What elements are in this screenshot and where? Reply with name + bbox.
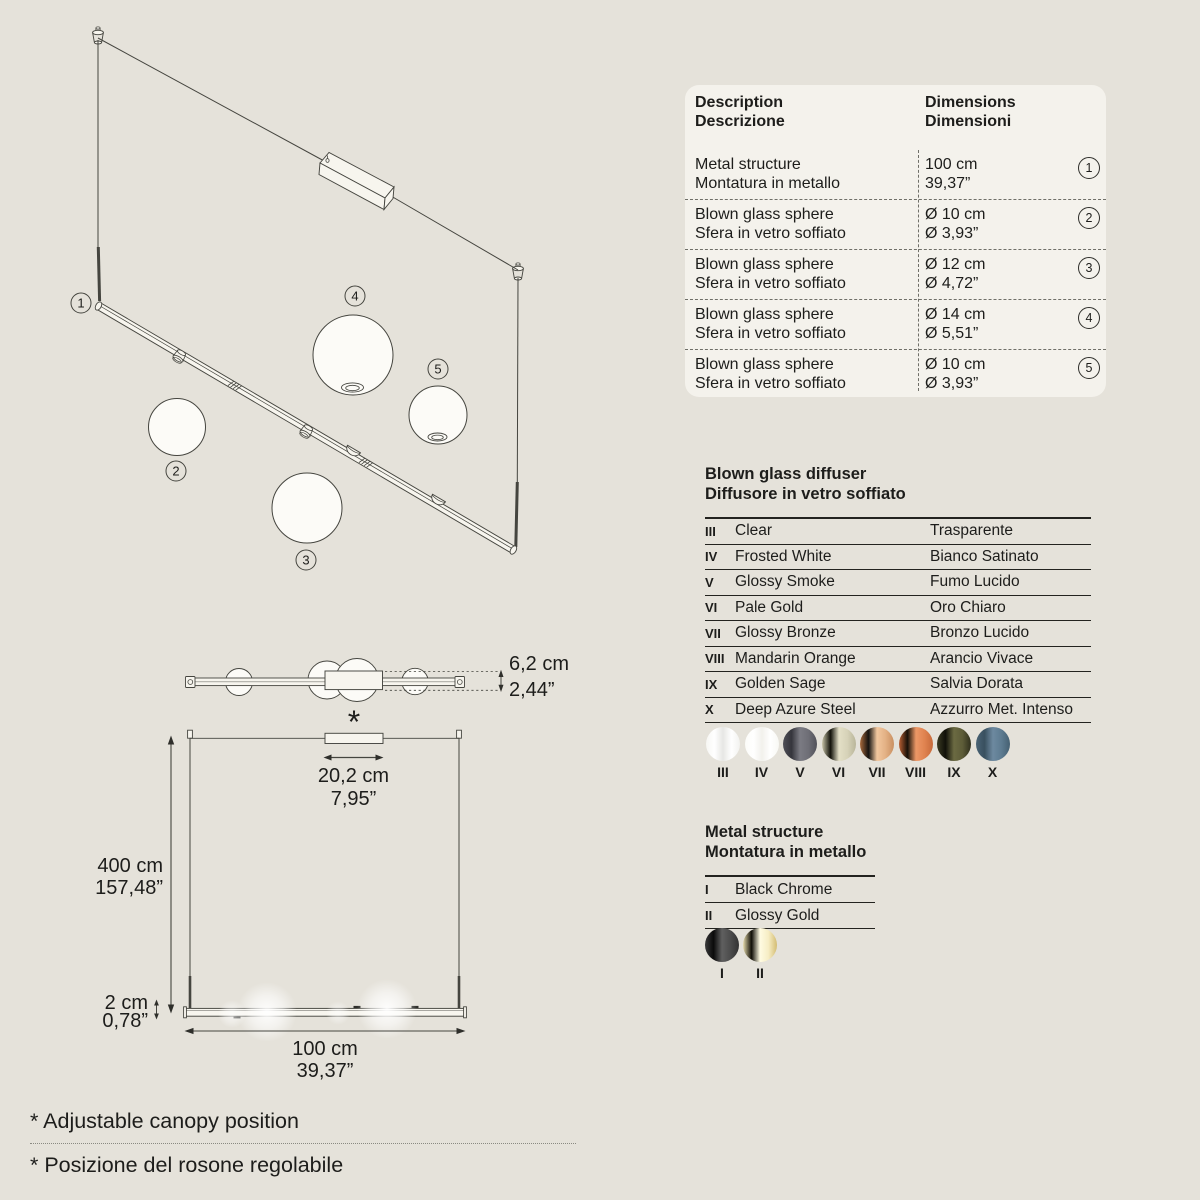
finish-name-it: Trasparente: [930, 522, 1013, 540]
depth-dimension: [499, 653, 570, 701]
finish-row: [705, 596, 1091, 622]
part-ref-number: 1: [1078, 157, 1100, 179]
glass-finishes-list: [705, 517, 1091, 723]
spec-table-row: [685, 299, 1106, 349]
drop-rod-left: [98, 247, 99, 301]
metal-swatch-row: [705, 928, 777, 980]
svg-text:4: 4: [351, 288, 359, 304]
callout-1: [71, 293, 91, 313]
height-in-label: 157,48”: [95, 877, 163, 899]
front-view: [95, 704, 466, 1082]
ceiling-attachment-right: [513, 263, 524, 280]
canopy-cm-label: 20,2 cm: [317, 765, 390, 787]
part-description: Blown glass sphere Sfera in vetro soffiato: [695, 356, 846, 392]
finish-swatch-color: [783, 727, 817, 761]
canopy-asterisk: *: [347, 704, 361, 740]
part-description: Blown glass sphere Sfera in vetro soffiato: [695, 256, 846, 292]
finish-swatch-label: VII: [868, 764, 886, 780]
finish-code: VI: [705, 600, 718, 616]
depth-in-label: 2,44”: [509, 679, 555, 701]
spec-table-row: [685, 150, 1106, 199]
part-dimensions: Ø 10 cm Ø 3,93”: [925, 356, 986, 392]
finish-code: V: [705, 574, 714, 590]
part-ref-number: 3: [1078, 257, 1100, 279]
width-in-label: 39,37”: [296, 1060, 354, 1082]
finish-swatch: [937, 727, 971, 779]
metal-finishes-list: [705, 875, 875, 929]
plan-view: [186, 653, 570, 702]
glass-finishes-title: Blown glass diffuser Diffusore in vetro soffiato: [705, 465, 906, 503]
height-cm-label: 400 cm: [97, 855, 163, 877]
finish-swatch-color: [937, 727, 971, 761]
dimensions-column-header: Dimensions Dimensioni: [925, 94, 1016, 130]
glass-swatch-row: [706, 727, 1010, 779]
glass-finishes-section: [705, 465, 1091, 723]
spec-table-header: [685, 85, 1106, 131]
finish-swatch-color: [743, 928, 777, 962]
finish-name-it: Bronzo Lucido: [930, 624, 1030, 642]
finish-swatch-label: III: [717, 764, 729, 780]
spec-table-panel: [685, 85, 1106, 397]
finish-name-it: Salvia Dorata: [930, 675, 1024, 693]
callout-2: [166, 461, 186, 481]
finish-row: [705, 647, 1091, 673]
part-dimensions: Ø 10 cm Ø 3,93”: [925, 206, 986, 242]
finish-name-en: Glossy Gold: [735, 906, 820, 924]
ceiling-hook-left: [188, 730, 193, 738]
finish-swatch-label: I: [720, 965, 724, 981]
glass-sphere-2: [149, 399, 206, 456]
finish-code: VII: [705, 625, 721, 641]
part-ref-number: 4: [1078, 307, 1100, 329]
finish-swatch: [822, 727, 856, 779]
description-column-header: Description Descrizione: [695, 94, 785, 130]
svg-text:5: 5: [434, 361, 442, 377]
spec-table-row: [685, 199, 1106, 249]
finish-swatch: [860, 727, 894, 779]
finish-swatch-label: VI: [831, 764, 846, 780]
finish-swatch: [706, 727, 740, 779]
finish-swatch-label: IV: [754, 764, 769, 780]
finish-row: [705, 698, 1091, 724]
finish-name-en: Glossy Smoke: [735, 573, 835, 591]
finish-code: III: [705, 523, 716, 539]
finish-name-it: Fumo Lucido: [930, 573, 1020, 591]
canopy-in-label: 7,95”: [330, 788, 377, 810]
spec-table-row: [685, 349, 1106, 399]
finish-swatch: [745, 727, 779, 779]
suspension-cable: [98, 38, 518, 270]
finish-swatch-color: [705, 928, 739, 962]
metal-finishes-title: Metal structure Montatura in metallo: [705, 823, 867, 861]
finish-row: [705, 621, 1091, 647]
thickness-dimension: [102, 992, 158, 1032]
finish-name-it: Arancio Vivace: [930, 649, 1034, 667]
finish-swatch-color: [860, 727, 894, 761]
depth-cm-label: 6,2 cm: [509, 653, 570, 675]
drop-wire-right: [517, 278, 518, 482]
finish-row: [705, 545, 1091, 571]
finish-swatch-label: VIII: [904, 764, 926, 780]
drop-rod-right: [516, 482, 518, 547]
finish-swatch: [899, 727, 933, 779]
finish-swatch-color: [976, 727, 1010, 761]
finish-swatch-color: [822, 727, 856, 761]
callout-3: [296, 550, 316, 570]
footnote-it: * Posizione del rosone regolabile: [30, 1153, 344, 1177]
finish-code: IX: [705, 676, 718, 692]
canopy-box: [319, 153, 394, 210]
finish-code: IV: [705, 549, 718, 565]
part-ref-number: 5: [1078, 357, 1100, 379]
width-dimension: [185, 1028, 466, 1082]
finish-swatch-label: II: [756, 965, 764, 981]
finish-swatch-label: X: [987, 764, 998, 780]
finish-code: X: [705, 702, 714, 718]
finish-name-it: Azzurro Met. Intenso: [930, 700, 1074, 718]
finish-swatch-color: [745, 727, 779, 761]
part-description: Blown glass sphere Sfera in vetro soffiato: [695, 206, 846, 242]
svg-text:3: 3: [302, 552, 310, 568]
finish-swatch-color: [899, 727, 933, 761]
finish-name-en: Glossy Bronze: [735, 624, 836, 642]
finish-name-en: Golden Sage: [735, 675, 826, 693]
glass-sphere-3: [272, 473, 342, 543]
finish-code: II: [705, 908, 713, 923]
spec-table-row: [685, 249, 1106, 299]
part-description: Metal structure Montatura in metallo: [695, 156, 840, 192]
finish-swatch: [743, 928, 777, 980]
spec-rows: [685, 150, 1106, 399]
finish-name-en: Mandarin Orange: [735, 649, 856, 667]
finish-row: [705, 672, 1091, 698]
finish-row: [705, 570, 1091, 596]
part-ref-number: 2: [1078, 207, 1100, 229]
finish-code: I: [705, 882, 709, 897]
isometric-view: [71, 27, 523, 570]
finish-swatch-color: [706, 727, 740, 761]
finish-name-en: Pale Gold: [735, 598, 804, 616]
finish-name-en: Black Chrome: [735, 880, 833, 898]
finish-code: VIII: [705, 651, 725, 667]
part-dimensions: 100 cm 39,37”: [925, 156, 978, 192]
finish-name-it: Bianco Satinato: [930, 547, 1039, 565]
finish-name-en: Deep Azure Steel: [735, 700, 856, 718]
finish-row: [705, 903, 875, 929]
finish-swatch: [783, 727, 817, 779]
callout-5: [428, 359, 448, 379]
finish-name-en: Clear: [735, 522, 773, 540]
finish-name-en: Frosted White: [735, 547, 832, 565]
height-dimension: [95, 736, 174, 1014]
width-cm-label: 100 cm: [292, 1038, 358, 1060]
ceiling-hook-right: [457, 730, 462, 738]
svg-text:2: 2: [172, 463, 180, 479]
light-glow: [357, 979, 417, 1039]
finish-swatch: [976, 727, 1010, 779]
finish-row: [705, 519, 1091, 545]
canopy-dimension: [318, 755, 389, 811]
finish-swatch: [705, 928, 739, 980]
finish-name-it: Oro Chiaro: [930, 598, 1006, 616]
metal-finishes-section: [705, 823, 875, 929]
finish-swatch-label: V: [795, 764, 805, 780]
part-description: Blown glass sphere Sfera in vetro soffiato: [695, 306, 846, 342]
part-dimensions: Ø 14 cm Ø 5,51”: [925, 306, 986, 342]
plan-canopy: [325, 671, 383, 690]
footnote-en: * Adjustable canopy position: [30, 1108, 576, 1144]
thickness-in-label: 0,78”: [102, 1010, 148, 1032]
thickness-cm-label: 2 cm: [104, 992, 148, 1014]
footnotes: [30, 1108, 576, 1178]
svg-text:1: 1: [77, 295, 85, 311]
finish-swatch-label: IX: [947, 764, 961, 780]
callout-4: [345, 286, 365, 306]
light-glow: [237, 982, 297, 1042]
finish-row: [705, 877, 875, 903]
part-dimensions: Ø 12 cm Ø 4,72”: [925, 256, 986, 292]
